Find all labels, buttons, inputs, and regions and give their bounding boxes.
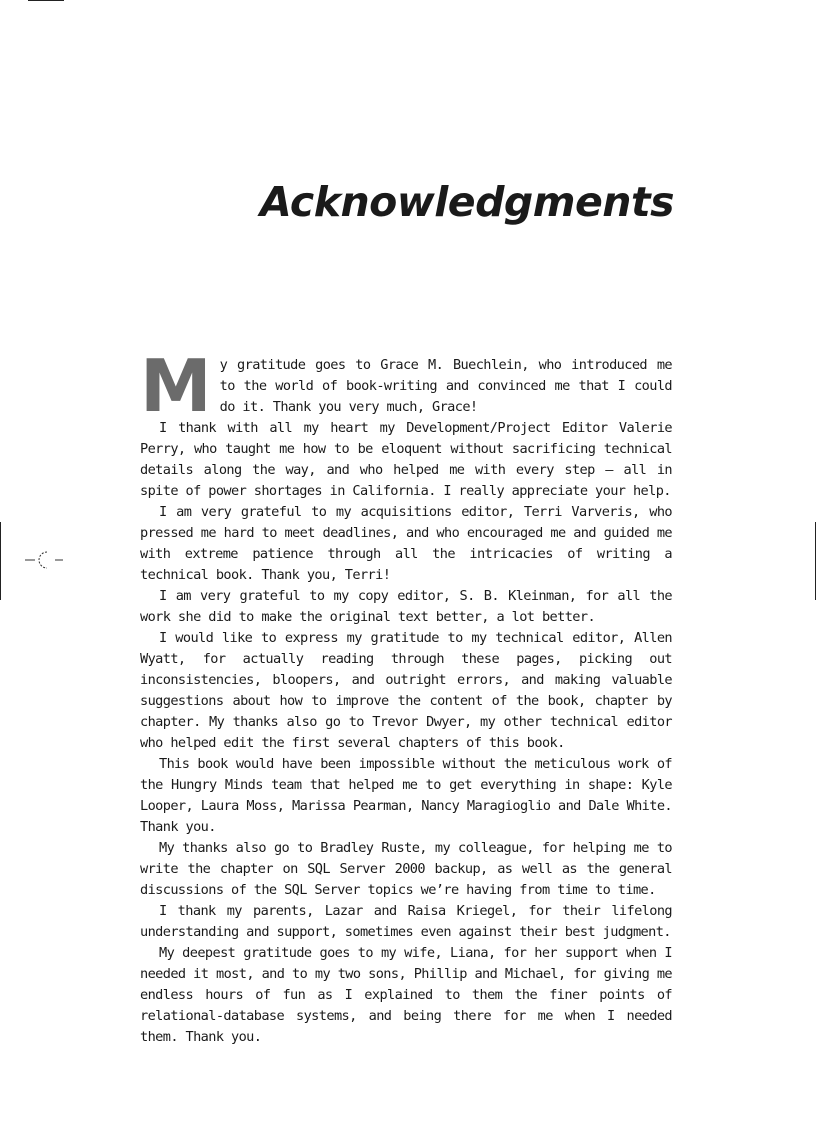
paragraph: My deepest gratitude goes to my wife, Liana, for her support when I needed it most, and to my two sons, Phillip and Michael, for giving me endless hours of fun as I explained to them the finer points of relational-database systems, and being there for me when I needed them. Thank you. xyxy=(140,945,672,1045)
acknowledgments-body xyxy=(140,344,672,1048)
paragraph-text: y gratitude goes to Grace M. Buechlein, who introduced me to the world of book-writing and convinced me that I could do it. Thank you very much, Grace! xyxy=(219,357,672,415)
paragraph: My thanks also go to Bradley Ruste, my colleague, for helping me to write the chapter on SQL Server 2000 backup, as well as the general discussions of the SQL Server topics we’re having from time to time. xyxy=(140,840,672,898)
crop-mark-left xyxy=(0,522,1,600)
paragraph: I thank my parents, Lazar and Raisa Kriegel, for their lifelong understanding and support, sometimes even against their best judgment. xyxy=(140,903,672,940)
paragraph: I thank with all my heart my Development/Project Editor Valerie Perry, who taught me how to be eloquent without sacrificing technical details along the way, and who helped me with every step — all in spite of power shortages in California. I really appreciate your help. xyxy=(140,420,672,499)
crop-mark-top xyxy=(28,0,64,1)
registration-mark-icon xyxy=(25,548,69,572)
paragraph: I would like to express my gratitude to my technical editor, Allen Wyatt, for actually reading through these pages, picking out inconsistencies, bloopers, and outright errors, and making valuable suggestions about how to improve the content of the book, chapter by chapter. My thanks also go to Trevor Dwyer, my other technical editor who helped edit the first several chapters of this book. xyxy=(140,630,672,751)
page-title: Acknowledgments xyxy=(259,178,674,226)
drop-cap: M xyxy=(140,344,212,428)
paragraph: I am very grateful to my acquisitions editor, Terri Varveris, who pressed me hard to meet deadlines, and who encouraged me and guided me with extreme patience through all the intricacies of writing a technical book. Thank you, Terri! xyxy=(140,504,672,583)
paragraph: This book would have been impossible without the meticulous work of the Hungry Minds team that helped me to get everything in shape: Kyle Looper, Laura Moss, Marissa Pearman, Nancy Maragioglio and Dale White. Thank you. xyxy=(140,756,672,835)
paragraph xyxy=(140,344,672,428)
paragraph: I am very grateful to my copy editor, S. B. Kleinman, for all the work she did to make the original text better, a lot better. xyxy=(140,588,672,625)
